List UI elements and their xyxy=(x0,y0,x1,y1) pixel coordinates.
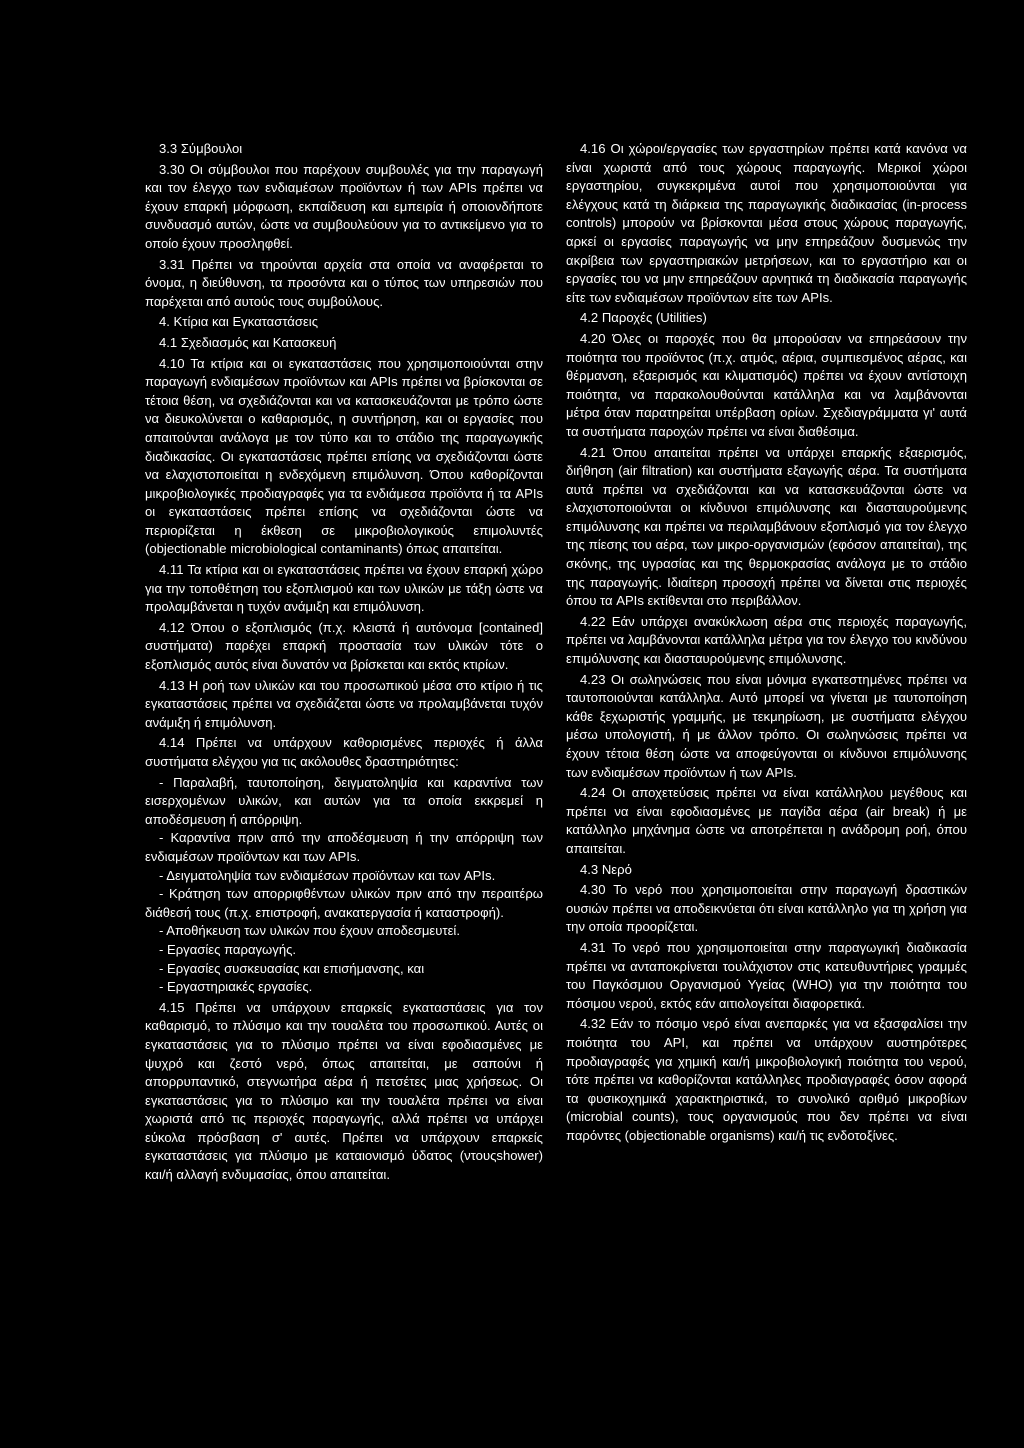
list-item: - Εργασίες συσκευασίας και επισήμανσης, και xyxy=(159,960,425,976)
paragraph: 4.11 Τα κτίρια και οι εγκαταστάσεις πρέπει να έχουν επαρκή χώρο για την τοποθέτηση του εξοπλισμού και των υλικών με τάξη ώστε να προλαμβάνεται η τυχόν ανάμιξη και επιμόλυνση. xyxy=(145,562,543,615)
section-heading: 4. Κτίρια και Εγκαταστάσεις xyxy=(159,314,319,330)
paragraph: 4.23 Οι σωληνώσεις που είναι μόνιμα εγκατεστημένες πρέπει να ταυτοποιούνται κατάλληλα. Αυτό μπορεί να γίνεται με ταυτοποίηση κάθε ξεχωριστής γραμμής, με τεκμηρίωση, με συστήματα ελέγχου μέσω υπολογιστή, ή με άλλον τρόπο. Οι σωληνώσεις πρέπει να έχουν τέτοια θέση ώστε να αποφεύγονται οι κίνδυνοι επιμόλυνσης των ενδιαμέσων προϊόντων ή των APIs. xyxy=(566,671,967,780)
paragraph: 4.30 Το νερό που χρησιμοποιείται στην παραγωγή δραστικών ουσιών πρέπει να αποδεικνύεται ότι είναι κατάλληλο για τη χρήση για την οποία προορίζεται. xyxy=(566,882,967,935)
section-heading: 3.3 Σύμβουλοι xyxy=(159,141,243,156)
paragraph: 4.24 Οι αποχετεύσεις πρέπει να είναι κατάλληλου μεγέθους και πρέπει να είναι εφοδιασμένες με παγίδα αέρα (air break) ή με κατάλληλο μηχάνημα ώστε να αποτρέπεται η ανάδρομη ροή, όπου απαιτείται. xyxy=(566,785,967,856)
list-item: - Κράτηση των απορριφθέντων υλικών πριν από την περαιτέρω διάθεσή τους (π.χ. επιστροφή, ανακατεργασία ή καταστροφή). xyxy=(145,886,543,920)
left-column xyxy=(145,140,543,1185)
subsection-heading: 4.2 Παροχές (Utilities) xyxy=(580,310,707,326)
paragraph: 4.15 Πρέπει να υπάρχουν επαρκείς εγκαταστάσεις για τον καθαρισμό, το πλύσιμο και την τουαλέτα του προσωπικού. Αυτές οι εγκαταστάσεις για το πλύσιμο πρέπει να είναι εφοδιασμένες με ψυχρό και ζεστό νερό, όπως απαιτείται, με σαπούνι ή απορρυπαντικό, στεγνωτήρα αέρα ή πετσέτες μιας χρήσεως. Οι εγκαταστάσεις για το πλύσιμο και την τουαλέτα πρέπει να είναι χωριστά από τις περιοχές παραγωγής, αλλά πρέπει να υπάρχει εύκολα πρόσβαση σ' αυτές. Πρέπει να υπάρχουν επαρκείς εγκαταστάσεις για πλύσιμο με καταιονισμό ύδατος (ντουςshower) και/ή αλλαγή ενδυμασίας, όπου απαιτείται. xyxy=(145,999,543,1183)
right-column xyxy=(566,140,967,1145)
list-item: - Δειγματοληψία των ενδιαμέσων προϊόντων και των APIs. xyxy=(159,867,496,883)
paragraph: 4.13 Η ροή των υλικών και του προσωπικού μέσα στο κτίριο ή τις εγκαταστάσεις πρέπει να σχεδιάζεται ώστε να προλαμβάνεται τυχόν ανάμιξη ή επιμόλυνση. xyxy=(145,677,543,730)
paragraph: 4.32 Εάν το πόσιμο νερό είναι ανεπαρκές για να εξασφαλίσει την ποιότητα του API, και πρέπει να υπάρχουν αυστηρότερες προδιαγραφές για χημική και/ή μικροβιολογική ποιότητα του νερού, τότε πρέπει να καθορίζονται κατάλληλες προδιαγραφές όσον αφορά τα φυσικοχημικά χαρακτηριστικά, το συνολικό αριθμό μικροβίων (microbial counts), τους οργανισμούς που δεν πρέπει να είναι παρόντες (objectionable organisms) και/ή τις ενδοτοξίνες. xyxy=(566,1016,967,1143)
list-item: - Εργαστηριακές εργασίες. xyxy=(159,979,313,995)
paragraph: 3.30 Οι σύμβουλοι που παρέχουν συμβουλές για την παραγωγή και τον έλεγχο των ενδιαμέσων προϊόντων ή των APIs πρέπει να έχουν επαρκή μόρφωση, εκπαίδευση και εμπειρία ή οποιονδήποτε συνδυασμό αυτών, ώστε να συμβουλεύουν για το αντικείμενο για το οποίο έχουν προσληφθεί. xyxy=(145,161,543,251)
list-item: - Παραλαβή, ταυτοποίηση, δειγματοληψία και καραντίνα των εισερχομένων υλικών, και αυτών για τα οποία εκκρεμεί η αποδέσμευση ή απόρριψη. xyxy=(145,774,543,827)
paragraph: 4.12 Όπου ο εξοπλισμός (π.χ. κλειστά ή αυτόνομα [contained] συστήματα) παρέχει επαρκή προστασία των υλικών τότε ο εξοπλισμός αυτός είναι δυνατόν να βρίσκεται και εκτός κτιρίων. xyxy=(145,619,543,673)
paragraph: 4.20 Όλες οι παροχές που θα μπορούσαν να επηρεάσουν την ποιότητα του προϊόντος (π.χ. ατμός, αέρια, συμπιεσμένος αέρας, και θέρμανση, εξαερισμός και κλιματισμός) πρέπει να έχουν αντίστοιχη ποιότητα, να παρακολουθούνται κατάλληλα και να λαμβάνονται μέτρα όταν παρατηρείται υπέρβαση ορίων. Σχεδιαγράμματα γι' αυτά τα συστήματα παροχών πρέπει να είναι διαθέσιμα. xyxy=(566,330,967,439)
paragraph: 4.14 Πρέπει να υπάρχουν καθορισμένες περιοχές ή άλλα συστήματα ελέγχου για τις ακόλουθες δραστηριότητες: xyxy=(145,735,543,769)
paragraph: 4.21 Όπου απαιτείται πρέπει να υπάρχει επαρκής εξαερισμός, διήθηση (air filtration) και συστήματα εξαγωγής αέρα. Τα συστήματα αυτά πρέπει να σχεδιάζονται και να κατασκευάζονται ώστε να ελαχιστοποιούνται οι κίνδυνοι επιμόλυνσης και διασταυρούμενης επιμόλυνσης και πρέπει να περιλαμβάνουν εξοπλισμό για τον έλεγχο της πίεσης του αέρα, των μικρο-οργανισμών (εφόσον απαιτείται), της σκόνης, της υγρασίας και της θερμοκρασίας ανάλογα με το στάδιο της παραγωγής. Ιδιαίτερη προσοχή πρέπει να δίνεται στις περιοχές όπου τα APIs εκτίθενται στο περιβάλλον. xyxy=(566,444,967,609)
list-item: - Εργασίες παραγωγής. xyxy=(159,941,297,957)
list-item: - Καραντίνα πριν από την αποδέσμευση ή την απόρριψη των ενδιαμέσων προϊόντων και των APIs. xyxy=(145,830,543,864)
paragraph: 4.10 Τα κτίρια και οι εγκαταστάσεις που χρησιμοποιούνται στην παραγωγή ενδιαμέσων προϊόντων και APIs πρέπει να βρίσκονται σε τέτοια θέση, να σχεδιάζονται και να κατασκευάζονται με τρόπο ώστε να διευκολύνεται ο καθαρισμός, η συντήρηση, και οι εργασίες που απαιτούνται ανάλογα με τον τύπο και το στάδιο της παραγωγικής διαδικασίας. Οι εγκαταστάσεις πρέπει επίσης να σχεδιάζονται ώστε να ελαχιστοποιείται η ενδεχόμενη επιμόλυνση. Όπου καθορίζονται μικροβιολογικές προδιαγραφές για τα ενδιάμεσα προϊόντα ή τα APIs οι εγκαταστάσεις πρέπει επίσης να σχεδιάζονται ώστε να περιορίζεται η έκθεση σε μικροβιολογικούς επιμολυντές (objectionable microbiological contaminants) όπως απαιτείται. xyxy=(145,355,543,557)
subsection-heading: 4.3 Νερό xyxy=(580,861,632,877)
paragraph: 4.22 Εάν υπάρχει ανακύκλωση αέρα στις περιοχές παραγωγής, πρέπει να λαμβάνονται κατάλληλα μέτρα για τον έλεγχο του κινδύνου επιμόλυνσης και διασταυρούμενης επιμόλυνσης. xyxy=(566,613,967,667)
paragraph: 4.16 Οι χώροι/εργασίες των εργαστηρίων πρέπει κατά κανόνα να είναι χωριστά από τους χώρους παραγωγής. Μερικοί χώροι εργαστηρίου, συγκεκριμένα αυτοί που χρησιμοποιούνται για ελέγχους κατά τη διάρκεια της παραγωγικής διαδικασίας (in-process controls) μπορούν να βρίσκονται μέσα στους χώρους παραγωγής, αρκεί οι εργασίες παραγωγής να μην επηρεάζουν δυσμενώς την ακρίβεια των εργαστηριακών μετρήσεων, και το εργαστήριο και οι εργασίες του να μην επηρεάζουν αρνητικά τη διαδικασία παραγωγής είτε των ενδιαμέσων προϊόντων είτε των APIs. xyxy=(566,141,967,305)
subsection-heading: 4.1 Σχεδιασμός και Κατασκευή xyxy=(159,334,337,350)
paragraph: 4.31 Το νερό που χρησιμοποιείται στην παραγωγική διαδικασία πρέπει να ανταποκρίνεται τουλάχιστον στις κατευθυντήριες γραμμές του Παγκόσμιου Οργανισμού Υγείας (WHO) για την ποιότητα του πόσιμου νερού, εκτός εάν αιτιολογείται διαφορετικά. xyxy=(566,939,967,1011)
list-item: - Αποθήκευση των υλικών που έχουν αποδεσμευτεί. xyxy=(159,923,460,939)
paragraph: 3.31 Πρέπει να τηρούνται αρχεία στα οποία να αναφέρεται το όνομα, η διεύθυνση, τα προσόντα και ο τύπος των υπηρεσιών που παρέχεται από αυτούς τους συμβούλους. xyxy=(145,256,543,309)
